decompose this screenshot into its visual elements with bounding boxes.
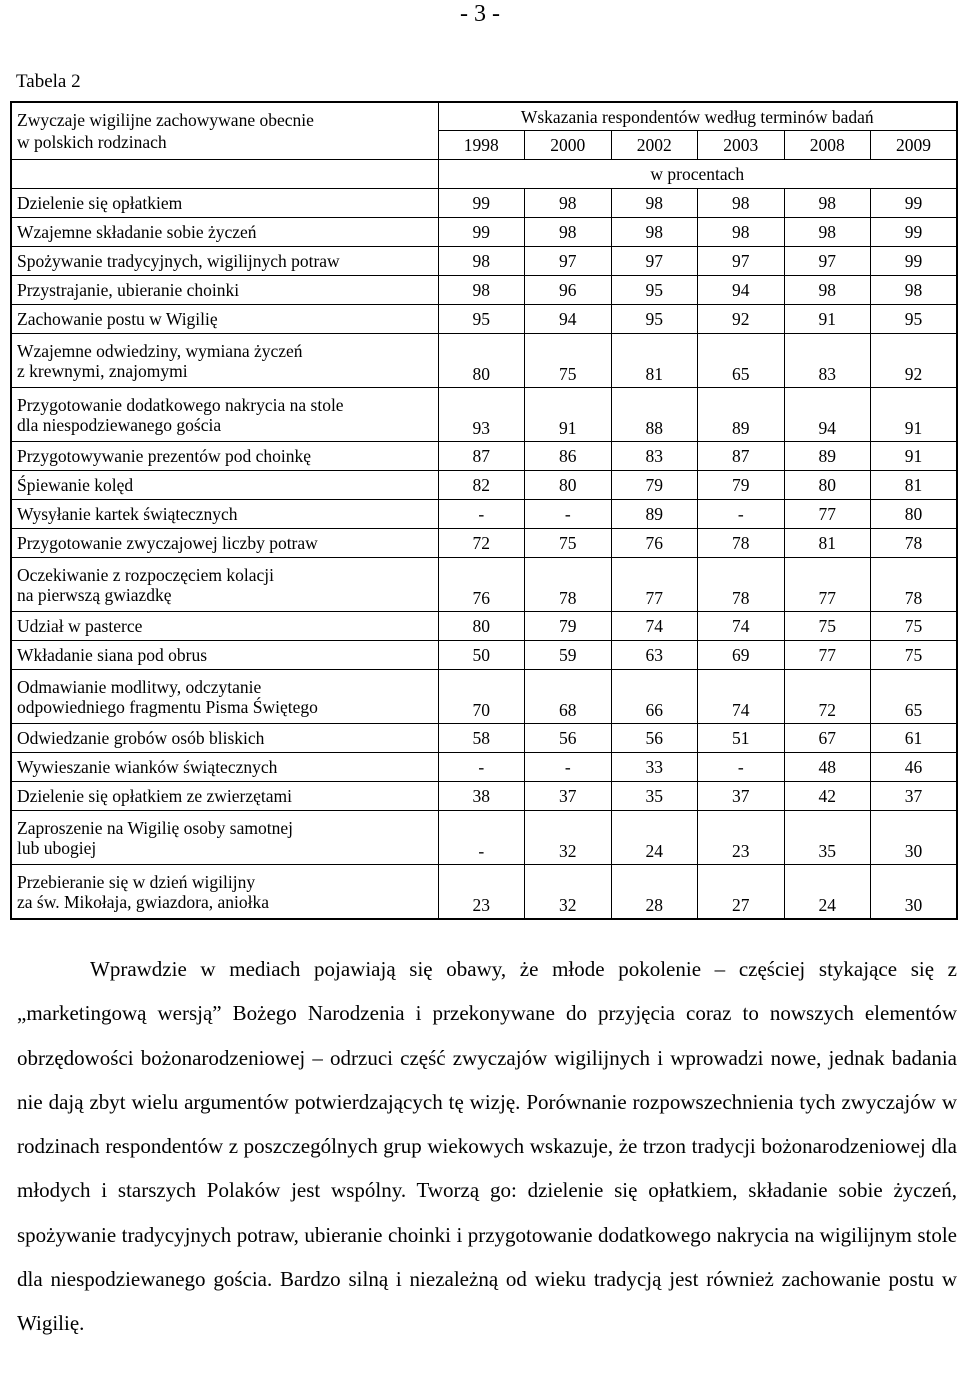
value-cell: 76: [611, 529, 698, 558]
value-cell: 95: [611, 305, 698, 334]
value-cell: 98: [784, 189, 871, 218]
value-cell: 88: [611, 388, 698, 442]
value-cell: 89: [784, 442, 871, 471]
value-cell: 97: [698, 247, 785, 276]
row-label-line: Dzielenie się opłatkiem: [17, 193, 183, 213]
value-cell: 87: [698, 442, 785, 471]
row-label: [11, 247, 438, 276]
year-header: 2000: [525, 131, 612, 160]
value-cell: 67: [784, 724, 871, 753]
row-label: [11, 276, 438, 305]
table-row: [11, 442, 957, 471]
value-cell: 96: [525, 276, 612, 305]
value-cell: 79: [525, 612, 612, 641]
value-cell: 94: [525, 305, 612, 334]
value-cell: 65: [871, 670, 958, 724]
value-cell: -: [438, 811, 525, 865]
value-cell: 75: [784, 612, 871, 641]
row-label-line: Przebieranie się w dzień wigilijny: [17, 871, 256, 892]
row-label: [11, 471, 438, 500]
value-cell: 38: [438, 782, 525, 811]
value-cell: -: [698, 500, 785, 529]
value-cell: 77: [611, 558, 698, 612]
table-row: [11, 782, 957, 811]
row-label: [11, 811, 438, 865]
row-label-line: Odwiedzanie grobów osób bliskich: [17, 728, 265, 748]
row-label: [11, 529, 438, 558]
table-row: [11, 865, 957, 920]
row-label: [11, 865, 438, 920]
value-cell: 95: [871, 305, 958, 334]
value-cell: 59: [525, 641, 612, 670]
value-cell: 24: [784, 865, 871, 920]
value-cell: 91: [525, 388, 612, 442]
table-row: [11, 247, 957, 276]
value-cell: 23: [438, 865, 525, 920]
table-row: [11, 500, 957, 529]
value-cell: 30: [871, 865, 958, 920]
table-row: [11, 558, 957, 612]
value-cell: 99: [871, 189, 958, 218]
body-text: [17, 947, 957, 1346]
table-row: [11, 471, 957, 500]
row-label-line: lub ubogiej: [17, 837, 97, 858]
corner-header-line: w polskich rodzinach: [17, 132, 167, 152]
value-cell: 78: [525, 558, 612, 612]
value-cell: 98: [698, 189, 785, 218]
value-cell: 98: [611, 218, 698, 247]
row-label: [11, 500, 438, 529]
value-cell: 42: [784, 782, 871, 811]
group-header: Wskazania respondentów według terminów badań: [438, 102, 957, 131]
value-cell: 83: [784, 334, 871, 388]
row-label-line: na pierwszą gwiazdkę: [17, 584, 172, 605]
year-header: 2003: [698, 131, 785, 160]
value-cell: 69: [698, 641, 785, 670]
value-cell: 37: [525, 782, 612, 811]
value-cell: 32: [525, 865, 612, 920]
value-cell: 98: [698, 218, 785, 247]
value-cell: 35: [611, 782, 698, 811]
value-cell: 74: [698, 670, 785, 724]
value-cell: 74: [611, 612, 698, 641]
value-cell: 68: [525, 670, 612, 724]
row-label: [11, 782, 438, 811]
row-label-line: Zaproszenie na Wigilię osoby samotnej: [17, 817, 293, 838]
value-cell: 79: [698, 471, 785, 500]
value-cell: 28: [611, 865, 698, 920]
value-cell: 97: [525, 247, 612, 276]
value-cell: 93: [438, 388, 525, 442]
value-cell: 23: [698, 811, 785, 865]
value-cell: 80: [784, 471, 871, 500]
value-cell: 98: [784, 276, 871, 305]
table-row: [11, 612, 957, 641]
value-cell: 75: [525, 529, 612, 558]
value-cell: 98: [438, 276, 525, 305]
value-cell: 80: [438, 334, 525, 388]
value-cell: 58: [438, 724, 525, 753]
table-row: [11, 334, 957, 388]
value-cell: 77: [784, 558, 871, 612]
row-label: [11, 641, 438, 670]
value-cell: 66: [611, 670, 698, 724]
value-cell: 51: [698, 724, 785, 753]
row-label: [11, 670, 438, 724]
value-cell: 81: [784, 529, 871, 558]
value-cell: 27: [698, 865, 785, 920]
value-cell: 98: [784, 218, 871, 247]
row-label-line: za św. Mikołaja, gwiazdora, aniołka: [17, 891, 270, 912]
table-row: [11, 218, 957, 247]
row-label-line: Śpiewanie kolęd: [17, 475, 134, 495]
value-cell: 80: [525, 471, 612, 500]
row-label-line: Przygotowywanie prezentów pod choinkę: [17, 446, 312, 466]
value-cell: 80: [438, 612, 525, 641]
value-cell: 63: [611, 641, 698, 670]
row-label-line: Wywieszanie wianków świątecznych: [17, 757, 278, 777]
row-label-line: Wysyłanie kartek świątecznych: [17, 504, 238, 524]
value-cell: 78: [698, 529, 785, 558]
row-label-line: Dzielenie się opłatkiem ze zwierzętami: [17, 786, 293, 806]
value-cell: 97: [611, 247, 698, 276]
value-cell: 75: [525, 334, 612, 388]
row-label: [11, 724, 438, 753]
value-cell: 98: [438, 247, 525, 276]
value-cell: 70: [438, 670, 525, 724]
row-label-line: Zachowanie postu w Wigilię: [17, 309, 218, 329]
value-cell: 83: [611, 442, 698, 471]
value-cell: 91: [871, 388, 958, 442]
row-label: [11, 218, 438, 247]
year-header: 2008: [784, 131, 871, 160]
value-cell: 99: [871, 247, 958, 276]
table-body: [11, 189, 957, 920]
value-cell: 98: [871, 276, 958, 305]
row-label: [11, 334, 438, 388]
value-cell: 86: [525, 442, 612, 471]
value-cell: 98: [525, 189, 612, 218]
value-cell: 98: [525, 218, 612, 247]
value-cell: 80: [871, 500, 958, 529]
value-cell: 75: [871, 641, 958, 670]
value-cell: 91: [784, 305, 871, 334]
table-row: [11, 529, 957, 558]
corner-header-line: Zwyczaje wigilijne zachowywane obecnie: [17, 110, 314, 130]
row-label-line: Przygotowanie zwyczajowej liczby potraw: [17, 533, 318, 553]
table-caption: Tabela 2: [16, 71, 81, 92]
value-cell: 75: [871, 612, 958, 641]
value-cell: 24: [611, 811, 698, 865]
value-cell: 74: [698, 612, 785, 641]
value-cell: 94: [698, 276, 785, 305]
row-label-line: Wzajemne odwiedziny, wymiana życzeń: [17, 340, 303, 361]
value-cell: 77: [784, 641, 871, 670]
value-cell: 97: [784, 247, 871, 276]
value-cell: 81: [871, 471, 958, 500]
value-cell: 87: [438, 442, 525, 471]
value-cell: -: [525, 753, 612, 782]
table-row: [11, 724, 957, 753]
row-label-line: Udział w pasterce: [17, 616, 143, 636]
value-cell: 37: [871, 782, 958, 811]
value-cell: -: [525, 500, 612, 529]
value-cell: 37: [698, 782, 785, 811]
row-label-line: Odmawianie modlitwy, odczytanie: [17, 676, 262, 697]
value-cell: 99: [871, 218, 958, 247]
value-cell: 94: [784, 388, 871, 442]
table-row: [11, 811, 957, 865]
value-cell: -: [438, 753, 525, 782]
row-label: [11, 388, 438, 442]
table-row: [11, 670, 957, 724]
value-cell: 30: [871, 811, 958, 865]
table-row: [11, 305, 957, 334]
table-row: [11, 276, 957, 305]
value-cell: 61: [871, 724, 958, 753]
paragraph: Wprawdzie w mediach pojawiają się obawy, że młode pokolenie – częściej stykające się z „marketingową wersją” Bożego Narodzenia i przekonywane do przyjęcia coraz to nowszych elementów obrzędowości bożonarodzeniowej – odrzuci część zwyczajów wigilijnych i wprowadzi nowe, jednak badania nie dają zbyt wielu argumentów potwierdzających tę wizję. Porównanie rozpowszechnienia tych zwyczajów w rodzinach respondentów z poszczególnych grup wiekowych wskazuje, że trzon tradycji bożonarodzeniowej dla młodych i starszych Polaków jest wspólny. Tworzą go: dzielenie się opłatkiem, składanie sobie życzeń, spożywanie tradycyjnych potraw, ubieranie choinki i przygotowanie dodatkowego nakrycia na wigilijnym stole dla niespodziewanego gościa. Bardzo silną i niezależną od wieku tradycją jest również zachowanie postu w Wigilię.: [17, 957, 957, 1336]
year-header: 2002: [611, 131, 698, 160]
page-number: - 3 -: [460, 1, 500, 27]
value-cell: 65: [698, 334, 785, 388]
value-cell: 92: [871, 334, 958, 388]
value-cell: 48: [784, 753, 871, 782]
row-label-line: Przystrajanie, ubieranie choinki: [17, 280, 240, 300]
row-label-line: Wkładanie siana pod obrus: [17, 645, 208, 665]
row-label-line: odpowiedniego fragmentu Pisma Świętego: [17, 696, 318, 717]
value-cell: 56: [525, 724, 612, 753]
value-cell: 78: [871, 558, 958, 612]
customs-table: [10, 101, 958, 920]
row-label-line: z krewnymi, znajomymi: [17, 360, 188, 381]
value-cell: 95: [611, 276, 698, 305]
value-cell: 72: [784, 670, 871, 724]
year-header: 2009: [871, 131, 958, 160]
value-cell: 82: [438, 471, 525, 500]
value-cell: 91: [871, 442, 958, 471]
value-cell: 32: [525, 811, 612, 865]
row-label: [11, 305, 438, 334]
value-cell: 77: [784, 500, 871, 529]
value-cell: 72: [438, 529, 525, 558]
row-label-line: dla niespodziewanego gościa: [17, 414, 222, 435]
value-cell: 92: [698, 305, 785, 334]
row-label: [11, 558, 438, 612]
table-row: [11, 641, 957, 670]
row-label-line: Przygotowanie dodatkowego nakrycia na stole: [17, 394, 344, 415]
value-cell: 99: [438, 189, 525, 218]
row-label-line: Wzajemne składanie sobie życzeń: [17, 222, 257, 242]
table-row: [11, 753, 957, 782]
value-cell: 50: [438, 641, 525, 670]
corner-header: [11, 102, 438, 160]
table-row: [11, 388, 957, 442]
value-cell: 33: [611, 753, 698, 782]
value-cell: 81: [611, 334, 698, 388]
value-cell: -: [438, 500, 525, 529]
value-cell: 98: [611, 189, 698, 218]
row-label: [11, 612, 438, 641]
corner-header-blank: [11, 160, 438, 189]
value-cell: 95: [438, 305, 525, 334]
value-cell: 89: [611, 500, 698, 529]
value-cell: 79: [611, 471, 698, 500]
table-row: [11, 189, 957, 218]
unit-header: w procentach: [438, 160, 957, 189]
row-label-line: Spożywanie tradycyjnych, wigilijnych potraw: [17, 251, 340, 271]
value-cell: 46: [871, 753, 958, 782]
value-cell: 99: [438, 218, 525, 247]
row-label: [11, 753, 438, 782]
value-cell: 76: [438, 558, 525, 612]
value-cell: 56: [611, 724, 698, 753]
row-label: [11, 442, 438, 471]
value-cell: -: [698, 753, 785, 782]
value-cell: 78: [871, 529, 958, 558]
year-header: 1998: [438, 131, 525, 160]
value-cell: 35: [784, 811, 871, 865]
row-label: [11, 189, 438, 218]
value-cell: 89: [698, 388, 785, 442]
row-label-line: Oczekiwanie z rozpoczęciem kolacji: [17, 564, 275, 585]
value-cell: 78: [698, 558, 785, 612]
